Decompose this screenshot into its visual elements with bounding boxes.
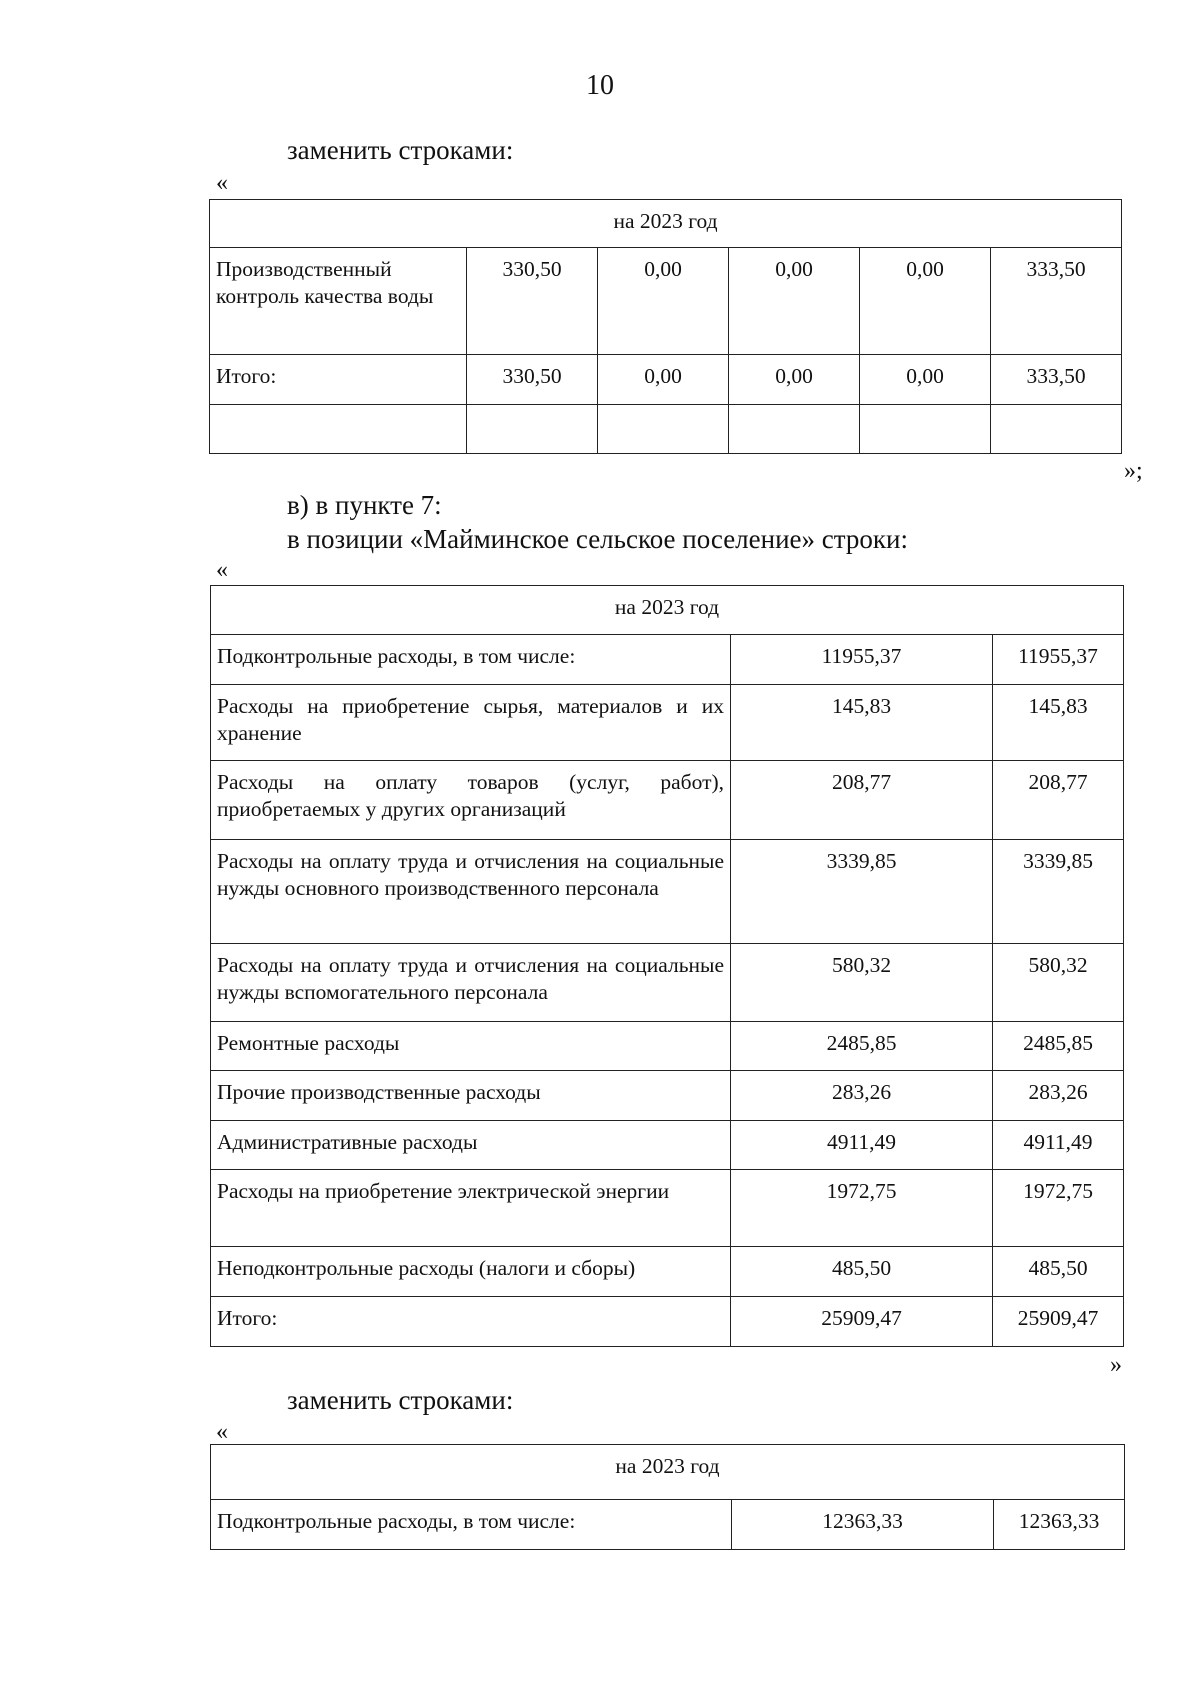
table2-row-v2: 25909,47 <box>993 1297 1124 1347</box>
table2-row-v2: 485,50 <box>993 1247 1124 1297</box>
page-number: 10 <box>586 70 614 101</box>
table-row <box>211 761 1124 840</box>
table2-header: на 2023 год <box>211 586 1124 635</box>
table2-row-v1: 3339,85 <box>731 840 993 944</box>
table1-empty-cell <box>210 405 467 454</box>
table1-row1-label: Производственный контроль качества воды <box>210 248 467 355</box>
table1-empty-cell <box>729 405 860 454</box>
table1-row1-v5: 333,50 <box>991 248 1122 355</box>
table3-row-v1: 12363,33 <box>732 1500 994 1550</box>
table2-row-v2: 208,77 <box>993 761 1124 840</box>
table2-row-v1: 2485,85 <box>731 1022 993 1071</box>
table3-row-label: Подконтрольные расходы, в том числе: <box>211 1500 732 1550</box>
table2-row-v1: 4911,49 <box>731 1121 993 1170</box>
table-row <box>211 1297 1124 1347</box>
table1-row1-v4: 0,00 <box>860 248 991 355</box>
table2-row-label: Неподконтрольные расходы (налоги и сборы) <box>211 1247 731 1297</box>
open-quote-3: « <box>216 1419 228 1445</box>
table2-row-v2: 145,83 <box>993 685 1124 761</box>
table1-row2-label: Итого: <box>210 355 467 405</box>
table3-header: на 2023 год <box>211 1445 1125 1500</box>
table-row <box>211 1170 1124 1247</box>
table-row-empty <box>210 405 1122 454</box>
table2-row-v2: 11955,37 <box>993 635 1124 685</box>
table-row <box>211 1022 1124 1071</box>
table1-row2-v3: 0,00 <box>729 355 860 405</box>
table2-row-v2: 2485,85 <box>993 1022 1124 1071</box>
table-row <box>211 1500 1125 1550</box>
table3-row-v2: 12363,33 <box>994 1500 1125 1550</box>
table2-row-v2: 283,26 <box>993 1071 1124 1121</box>
table2-row-v2: 4911,49 <box>993 1121 1124 1170</box>
open-quote-2: « <box>216 557 228 583</box>
position-text: в позиции «Майминское сельское поселение» строки: <box>287 524 908 554</box>
table2-row-label: Подконтрольные расходы, в том числе: <box>211 635 731 685</box>
replacement-table-2 <box>210 1444 1125 1550</box>
table-row <box>211 635 1124 685</box>
table-row <box>211 1121 1124 1170</box>
table2-row-v1: 25909,47 <box>731 1297 993 1347</box>
table2-row-v1: 283,26 <box>731 1071 993 1121</box>
replace-with-text-2: заменить строками: <box>287 1385 514 1415</box>
table2-row-label: Итого: <box>211 1297 731 1347</box>
table2-row-v1: 485,50 <box>731 1247 993 1297</box>
open-quote-1: « <box>216 170 228 196</box>
close-quote: » <box>1110 1352 1122 1378</box>
table1-empty-cell <box>598 405 729 454</box>
item-v-heading: в) в пункте 7: <box>287 490 442 520</box>
table2-row-v1: 1972,75 <box>731 1170 993 1247</box>
table-row <box>211 840 1124 944</box>
table1-row1-v1: 330,50 <box>467 248 598 355</box>
table-row <box>211 944 1124 1022</box>
table1-row2-v2: 0,00 <box>598 355 729 405</box>
table-row <box>210 355 1122 405</box>
table2-row-v2: 580,32 <box>993 944 1124 1022</box>
table2-row-label: Административные расходы <box>211 1121 731 1170</box>
table-row <box>210 248 1122 355</box>
replacement-table-1 <box>209 199 1122 454</box>
table2-row-label: Прочие производственные расходы <box>211 1071 731 1121</box>
table1-row1-v3: 0,00 <box>729 248 860 355</box>
current-rows-table <box>210 585 1124 1347</box>
table-row <box>211 1247 1124 1297</box>
table1-row1-v2: 0,00 <box>598 248 729 355</box>
table1-empty-cell <box>860 405 991 454</box>
table1-row2-v4: 0,00 <box>860 355 991 405</box>
table1-row2-v5: 333,50 <box>991 355 1122 405</box>
table2-row-v1: 580,32 <box>731 944 993 1022</box>
close-quote-semicolon: »; <box>1124 458 1143 484</box>
table2-row-v1: 145,83 <box>731 685 993 761</box>
table2-row-label: Ремонтные расходы <box>211 1022 731 1071</box>
table2-row-label: Расходы на приобретение электрической энергии <box>211 1170 731 1247</box>
table1-empty-cell <box>467 405 598 454</box>
table2-row-v2: 3339,85 <box>993 840 1124 944</box>
table1-header: на 2023 год <box>210 200 1122 248</box>
table2-row-label: Расходы на оплату труда и отчисления на социальные нужды основного производственного персонала <box>211 840 731 944</box>
table2-row-v1: 11955,37 <box>731 635 993 685</box>
table1-row2-v1: 330,50 <box>467 355 598 405</box>
table1-empty-cell <box>991 405 1122 454</box>
table2-row-label: Расходы на оплату товаров (услуг, работ), приобретаемых у других организаций <box>211 761 731 840</box>
table-row <box>211 1071 1124 1121</box>
table-row <box>211 685 1124 761</box>
table2-row-label: Расходы на приобретение сырья, материалов и их хранение <box>211 685 731 761</box>
table2-row-label: Расходы на оплату труда и отчисления на социальные нужды вспомогательного персонала <box>211 944 731 1022</box>
table2-row-v2: 1972,75 <box>993 1170 1124 1247</box>
table2-row-v1: 208,77 <box>731 761 993 840</box>
replace-with-text-1: заменить строками: <box>287 135 514 165</box>
